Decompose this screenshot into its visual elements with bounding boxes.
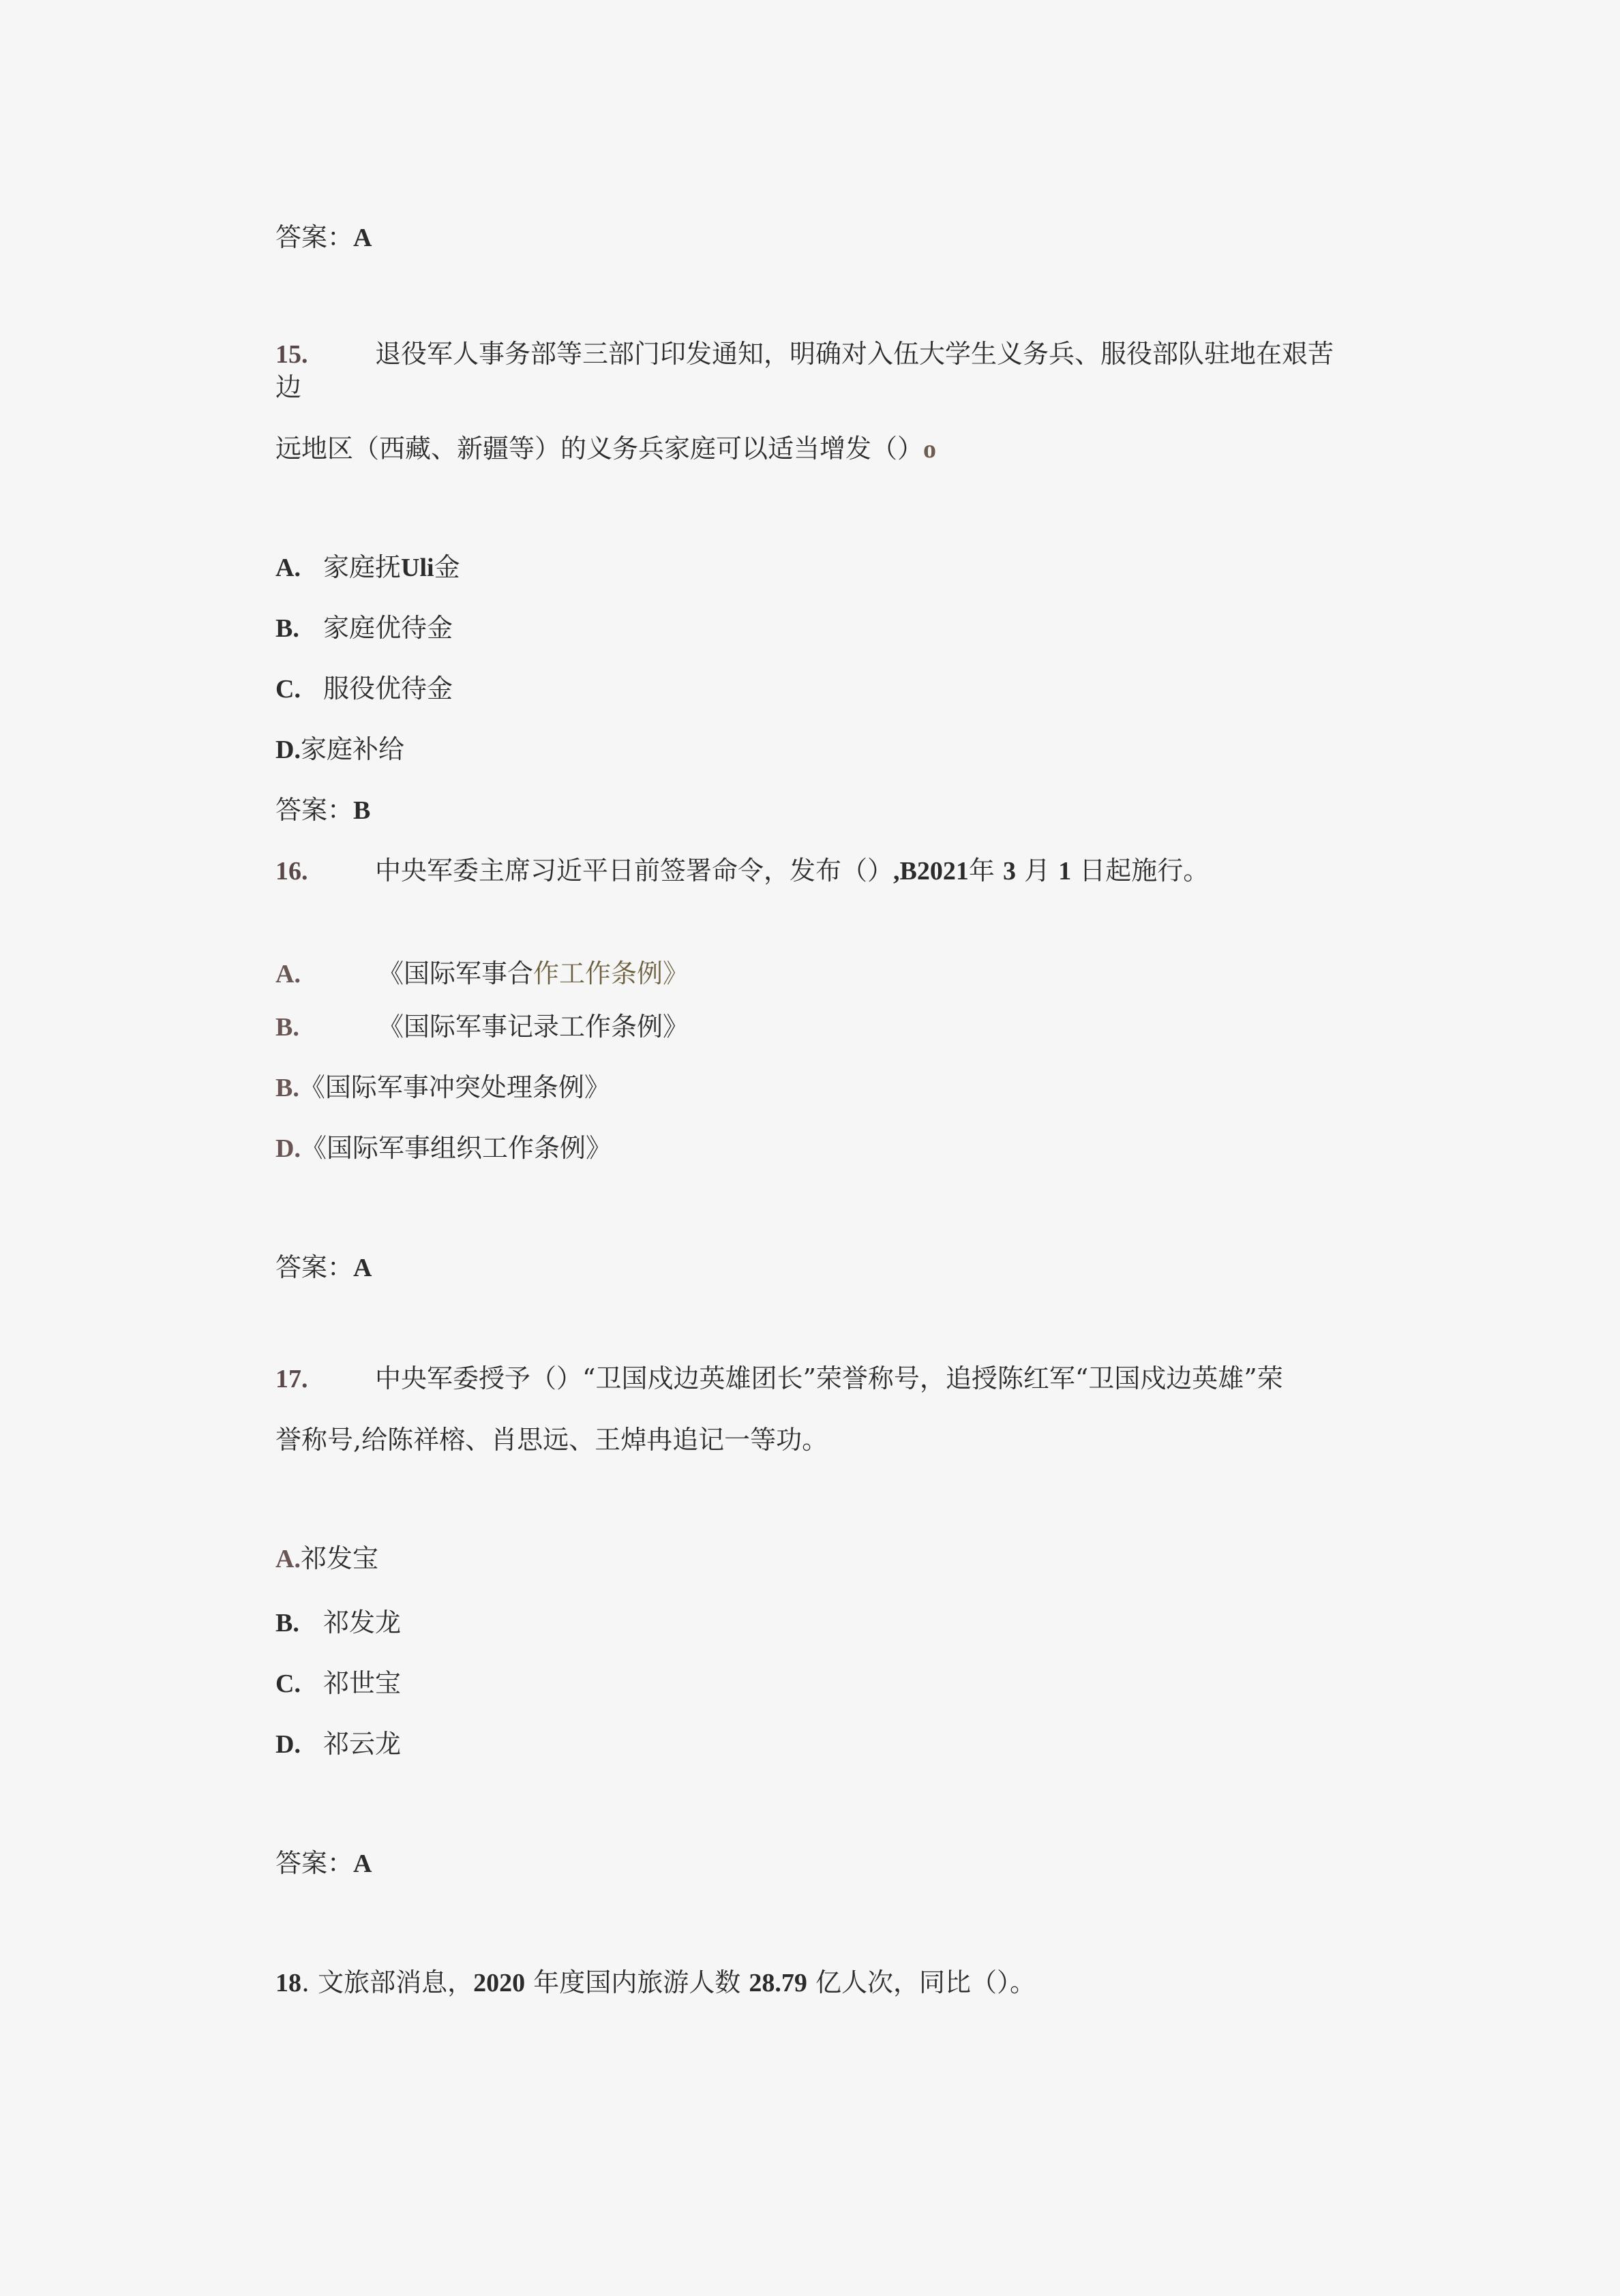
- question-count: 28.79: [749, 1969, 807, 1997]
- q15-option-a: [275, 550, 460, 585]
- question-text: 誉称号,给陈祥榕、肖思远、王焯冉追记一等功。: [275, 1425, 828, 1455]
- answer-value: A: [353, 224, 372, 252]
- option-label: C.: [275, 675, 301, 704]
- option-text: 《国际军事冲突处理条例》: [299, 1072, 610, 1102]
- option-text: 作工作条例》: [533, 958, 689, 988]
- question-number: 18: [275, 1969, 301, 1997]
- question-text: 退役军人事务部等三部门印发通知，明确对入伍大学生义务兵、服役部队驻地在艰苦: [375, 339, 1334, 369]
- answer-label: 答案：: [275, 1848, 354, 1878]
- option-label: A.: [275, 554, 301, 582]
- q16-option-d: [275, 1131, 612, 1166]
- question-text: 中央军委授予（: [375, 1363, 557, 1393]
- option-text: 服役优待金: [323, 674, 453, 704]
- question-text-tail: o: [923, 435, 937, 464]
- answer-17: [275, 1846, 372, 1881]
- q15-option-b: [275, 611, 453, 646]
- option-label: D.: [275, 736, 301, 764]
- answer-label: 答案：: [275, 1252, 354, 1282]
- option-label: C.: [275, 1670, 301, 1698]
- option-text: 金: [434, 552, 460, 582]
- answer-value: A: [353, 1254, 372, 1282]
- question-text: 远地区（西藏、新疆等）的义务兵家庭可以适当增发（）: [275, 434, 924, 464]
- question-17-line2: [275, 1423, 828, 1457]
- option-label: A.: [275, 960, 301, 988]
- option-label: D.: [275, 1730, 301, 1759]
- question-text: 月: [1024, 856, 1051, 886]
- answer-value: A: [353, 1849, 372, 1878]
- question-15-line1: [275, 337, 1334, 372]
- q15-option-d: [275, 732, 404, 767]
- answer-15: [275, 793, 370, 828]
- question-16-line1: [275, 854, 1209, 888]
- option-text: 祁世宝: [323, 1668, 402, 1698]
- question-number: 16.: [275, 857, 308, 886]
- question-15-line3: [275, 432, 936, 466]
- answer-16: [275, 1250, 372, 1285]
- question-year: 2020: [473, 1969, 526, 1997]
- option-text: 家庭补给: [300, 734, 404, 764]
- question-text: 边: [275, 372, 302, 402]
- q16-option-a: [275, 956, 689, 991]
- answer-label: 答案：: [275, 795, 354, 825]
- option-text: 《国际军事记录工作条例》: [378, 1012, 689, 1042]
- question-text: 年度国内旅游人数: [533, 1967, 741, 1997]
- q16-option-b: [275, 1010, 689, 1044]
- question-text: 日起施行。: [1079, 856, 1210, 886]
- option-text: 祁云龙: [323, 1729, 402, 1759]
- option-label: D.: [275, 1134, 301, 1163]
- option-label: B.: [275, 1609, 299, 1637]
- option-text: 家庭优待金: [323, 613, 453, 643]
- option-text: 祁发宝: [300, 1543, 378, 1573]
- answer-label: 答案：: [275, 222, 354, 252]
- q16-option-c: [275, 1070, 610, 1105]
- option-text: 祁发龙: [323, 1607, 402, 1637]
- question-15-line2: [275, 370, 301, 404]
- q17-option-c: [275, 1666, 401, 1701]
- question-18-line1: [275, 1965, 1036, 2000]
- option-label: B.: [275, 1074, 299, 1102]
- question-text: 亿人次，同比（）。: [815, 1967, 1036, 1997]
- option-label: A.: [275, 1545, 301, 1573]
- option-text: 《国际军事组织工作条例》: [300, 1133, 612, 1163]
- option-label: B.: [275, 1013, 299, 1042]
- question-text-bold: ,B2021: [893, 857, 969, 886]
- q15-option-c: [275, 671, 453, 706]
- option-text-bold: Uli: [401, 554, 434, 582]
- q17-option-b: [275, 1605, 401, 1640]
- question-text: ）“卫国戍边英雄团长”荣誉称号，追授陈红军“卫国戍边英雄”荣: [556, 1363, 1283, 1393]
- option-label: B.: [275, 614, 299, 643]
- answer-value: B: [353, 796, 371, 825]
- question-text-bold: 3: [1002, 857, 1016, 886]
- question-text: 中央军委主席习近平日前签署命令，发布（）: [375, 856, 894, 886]
- question-17-line1: [275, 1361, 1283, 1396]
- q17-option-a: [275, 1541, 378, 1576]
- q17-option-d: [275, 1727, 401, 1762]
- question-text-bold: 1: [1058, 857, 1072, 886]
- answer-14: [275, 220, 372, 255]
- option-text: 家庭抚: [323, 552, 402, 582]
- question-number: 17.: [275, 1365, 308, 1393]
- question-text: 年: [968, 856, 995, 886]
- question-text: . 文旅部消息，: [301, 1967, 474, 1997]
- question-number: 15.: [275, 340, 308, 369]
- option-text: 《国际军事合: [378, 958, 534, 988]
